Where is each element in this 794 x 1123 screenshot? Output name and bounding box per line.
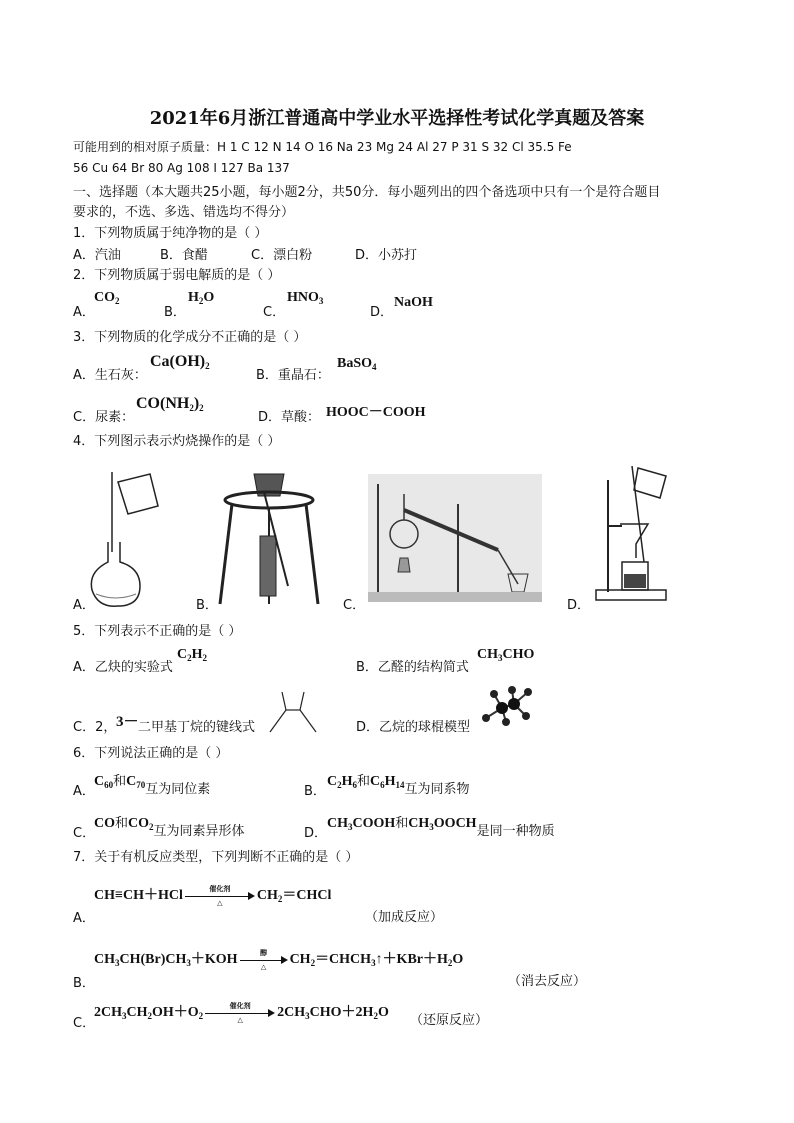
q4-option-c: C． [343, 598, 366, 613]
q3-option-d: D．草酸： [258, 410, 321, 425]
q5-option-b: B．乙醛的结构简式 [356, 660, 469, 675]
q2-formula-a: $CO_2$ [94, 290, 120, 306]
q7-equation-b: $CH_3CH(Br)CH_3+KOH$ 醇 △ $CH_2=CHCH_3↑+KBr+H_2O$ [94, 948, 464, 971]
q6-option-b-content: $C_2H_6$和$C_6H_{14}$互为同系物 [327, 774, 470, 797]
figure-c-distillation-apparatus [368, 474, 542, 602]
section-instructions-line-2: 要求的，不选、多选、错选均不得分） [73, 205, 295, 220]
q7-type-a: （加成反应） [365, 910, 444, 925]
question-3-stem: 3．下列物质的化学成分不正确的是（ ） [73, 330, 307, 345]
q5-formula-b: $CH_3CHO$ [477, 647, 535, 663]
question-7-stem: 7．关于有机反应类型，下列判断不正确的是（ ） [73, 850, 359, 865]
q2-formula-c: $HNO_3$ [287, 290, 324, 306]
figure-a-volumetric-flask [88, 462, 178, 610]
q5-option-d: D．乙烷的球棍模型 [356, 720, 471, 735]
q7-equation-a: CH≡CH＋HCl 催化剂 △ $CH_2=CHCl$ [94, 884, 332, 907]
q3-option-a: A．生石灰： [73, 368, 147, 383]
q7-equation-c: $2CH_3CH_2OH+O_2$ 催化剂 △ $2CH_3CHO+2H_2O$ [94, 1001, 389, 1024]
q6-option-c: C． [73, 826, 96, 841]
q3-option-c: C．尿素： [73, 410, 135, 425]
atomic-masses-line-2: 56 Cu 64 Br 80 Ag 108 I 127 Ba 137 [73, 161, 290, 175]
reaction-arrow: 醇 △ [240, 954, 288, 966]
q1-option-c: C．漂白粉 [251, 248, 313, 263]
question-5-stem: 5．下列表示不正确的是（ ） [73, 624, 242, 639]
q7-option-b: B． [73, 976, 95, 991]
q5-option-c: C．2， [73, 720, 117, 735]
q7-option-c: C． [73, 1016, 96, 1031]
section-instructions-line-1: 一、选择题（本大题共25小题，每小题2分，共50分．每小题列出的四个备选项中只有一个是符合题目 [73, 185, 661, 200]
q3-formula-a: $Ca(OH)_2$ [150, 353, 210, 371]
q3-formula-b: BaSO$_4$ [337, 356, 377, 372]
q5-option-c-text: 二甲基丁烷的键线式 [138, 720, 256, 735]
q5-formula-c: 3－ [116, 714, 139, 730]
q2-formula-d: NaOH [394, 295, 433, 310]
reaction-arrow: 催化剂 △ [185, 890, 255, 902]
q6-option-a: A． [73, 784, 95, 799]
q1-option-b: B．食醋 [160, 248, 208, 263]
q6-option-a-content: $C_{60}$和$C_{70}$互为同位素 [94, 774, 211, 797]
q7-option-a: A． [73, 911, 95, 926]
question-1-stem: 1．下列物质属于纯净物的是（ ） [73, 226, 268, 241]
reaction-arrow: 催化剂 △ [205, 1007, 275, 1019]
q2-formula-b: $H_2O$ [188, 290, 215, 306]
atomic-masses-line-1: 可能用到的相对原子质量：H 1 C 12 N 14 O 16 Na 23 Mg 24 Al 27 P 31 S 32 Cl 35.5 Fe [73, 140, 572, 154]
question-6-stem: 6．下列说法正确的是（ ） [73, 746, 229, 761]
q3-formula-d: HOOC－COOH [326, 405, 426, 420]
q2-option-d: D． [370, 305, 394, 320]
q7-type-c: （还原反应） [410, 1013, 489, 1028]
q5-option-a: A．乙炔的实验式 [73, 660, 173, 675]
q4-option-d: D． [567, 598, 591, 613]
figure-skeletal-formula [268, 690, 318, 734]
q5-formula-a: $C_2H_2$ [177, 647, 208, 663]
q4-option-b: B． [196, 598, 218, 613]
q3-option-b: B．重晶石： [256, 368, 330, 383]
page-title: 2021年6月浙江普通高中学业水平选择性考试化学真题及答案 [149, 108, 645, 129]
q6-option-d-content: $CH_3COOH$和$CH_3OOCH$是同一种物质 [327, 816, 555, 839]
question-4-stem: 4．下列图示表示灼烧操作的是（ ） [73, 434, 281, 449]
figure-d-filtration-setup [592, 462, 670, 604]
q1-option-a: A．汽油 [73, 248, 121, 263]
q6-option-d: D． [304, 826, 328, 841]
q3-formula-c: $CO(NH_2)_2$ [136, 395, 204, 413]
q7-type-b: （消去反应） [508, 974, 587, 989]
q6-option-c-content: CO和$CO_2$互为同素异形体 [94, 816, 245, 839]
q6-option-b: B． [304, 784, 326, 799]
q2-option-c: C． [263, 305, 286, 320]
figure-ethane-ball-stick-model [480, 686, 534, 726]
q2-option-a: A． [73, 305, 95, 320]
q1-option-d: D．小苏打 [355, 248, 418, 263]
figure-b-crucible-tripod [218, 466, 320, 606]
question-2-stem: 2．下列物质属于弱电解质的是（ ） [73, 268, 281, 283]
q4-option-a: A． [73, 598, 95, 613]
q2-option-b: B． [164, 305, 186, 320]
